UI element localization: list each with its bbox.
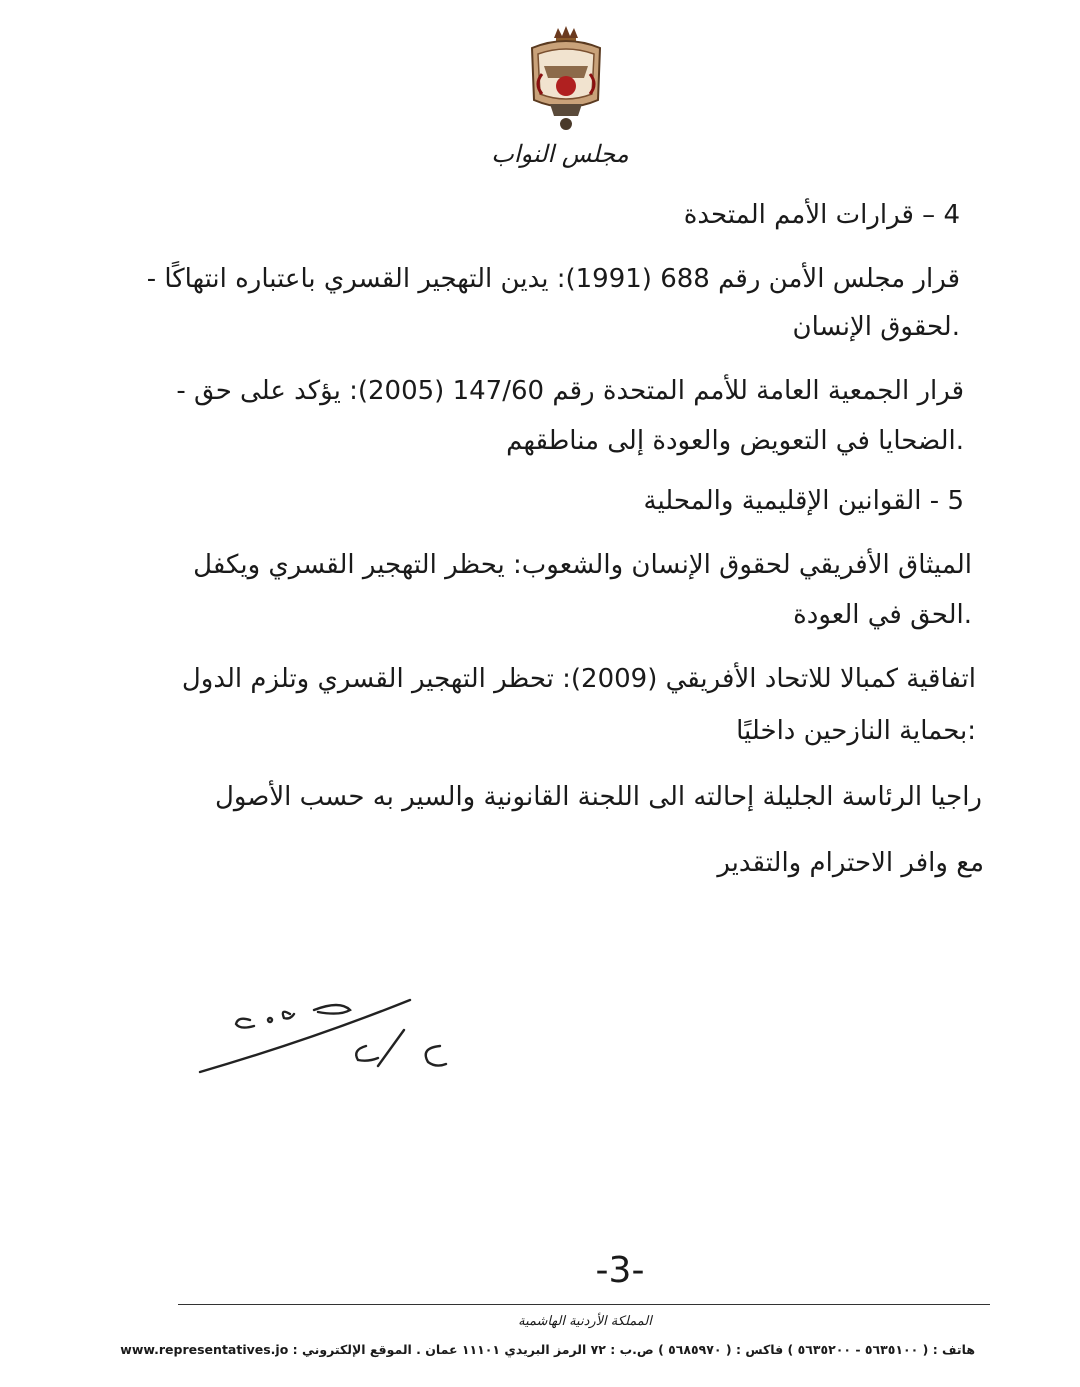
section-heading: 5 - القوانين الإقليمية والمحلية — [643, 486, 964, 516]
closing-line: مع وافر الاحترام والتقدير — [717, 848, 984, 878]
handwritten-signature — [190, 990, 460, 1090]
footer-divider — [178, 1304, 990, 1305]
body-line: .الضحايا في التعويض والعودة إلى مناطقهم — [506, 426, 964, 456]
page-number: -3- — [595, 1250, 645, 1291]
body-line: راجيا الرئاسة الجليلة إحالته الى اللجنة القانونية والسير به حسب الأصول — [214, 782, 982, 812]
body-line: .لحقوق الإنسان — [792, 312, 960, 342]
footer-kingdom-name: المملكة الأردنية الهاشمية — [518, 1314, 652, 1329]
body-line: قرار مجلس الأمن رقم 688 (1991): يدين التهجير القسري باعتباره انتهاكًا - — [146, 264, 960, 294]
body-line: .الحق في العودة — [793, 600, 972, 630]
section-heading: 4 – قرارات الأمم المتحدة — [683, 200, 960, 230]
body-line: :بحماية النازحين داخليًا — [736, 716, 976, 746]
council-name: مجلس النواب — [491, 140, 629, 168]
footer-contact-info: هاتف : ( ٥٦٣٥١٠٠ - ٥٦٣٥٢٠٠ ) فاكس : ( ٥٦٨٥٩٧٠ ) ص.ب : ٧٢ الرمز البريدي ١١١٠١ عمان . الموقع الإلكتروني : www.representatives.jo — [120, 1342, 975, 1357]
body-line: الميثاق الأفريقي لحقوق الإنسان والشعوب: يحظر التهجير القسري ويكفل — [193, 550, 972, 580]
coat-of-arms-icon — [524, 24, 608, 134]
body-line: قرار الجمعية العامة للأمم المتحدة رقم 147/60 (2005): يؤكد على حق - — [176, 376, 964, 406]
body-line: اتفاقية كمبالا للاتحاد الأفريقي (2009): تحظر التهجير القسري وتلزم الدول — [181, 664, 976, 694]
